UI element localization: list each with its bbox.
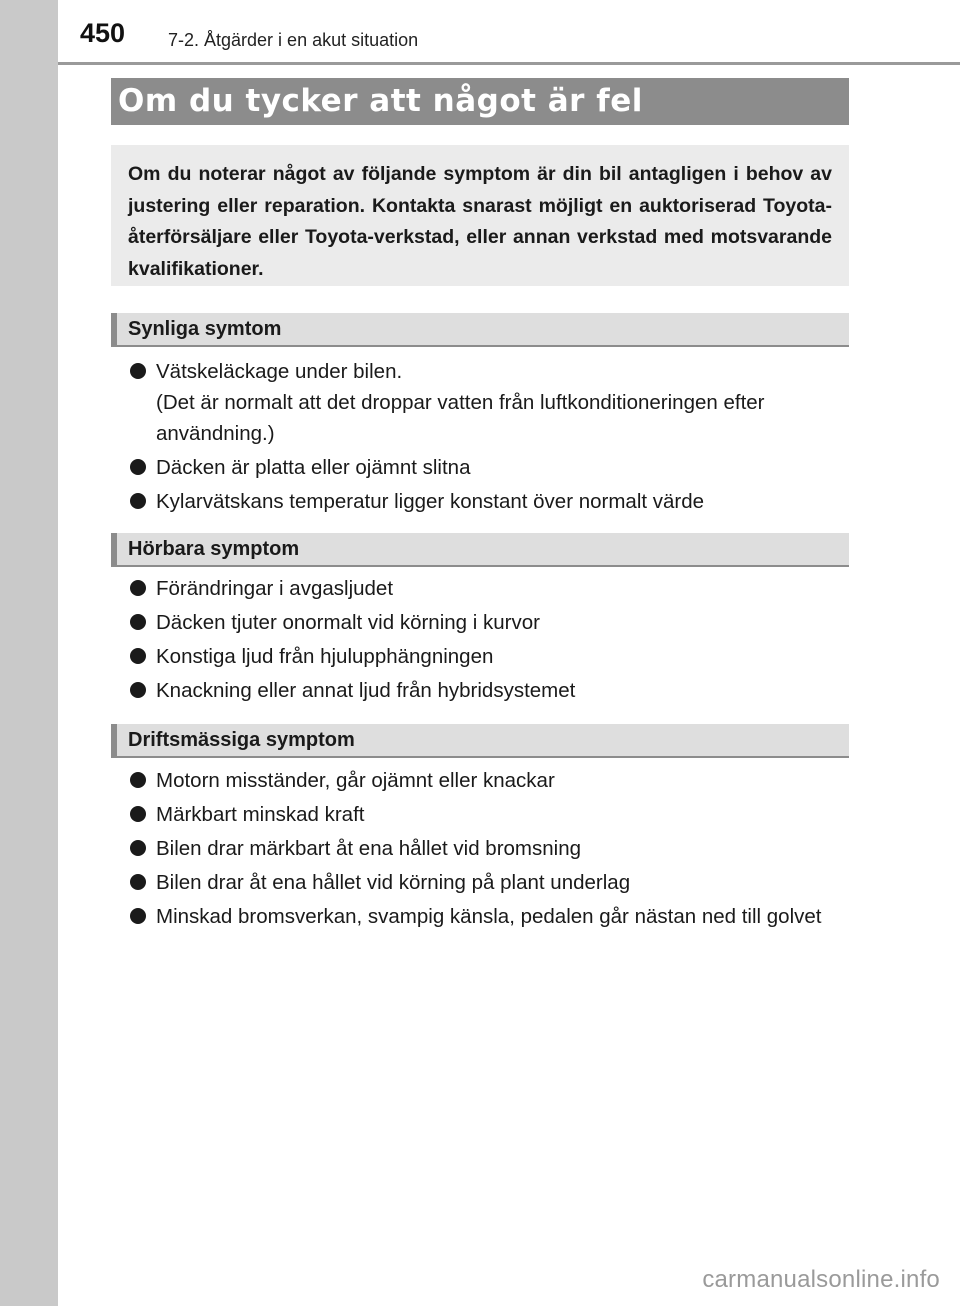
intro-box xyxy=(111,145,849,286)
watermark: carmanualsonline.info xyxy=(702,1266,940,1293)
bullet-icon xyxy=(130,614,146,630)
list-item-note: (Det är normalt att det droppar vatten från luftkonditioneringen efter användning.) xyxy=(156,391,765,445)
list-item xyxy=(128,833,848,864)
side-strip xyxy=(0,0,58,1306)
list-item xyxy=(128,607,848,638)
section-heading-text: Synliga symtom xyxy=(128,318,282,340)
list-item xyxy=(128,573,848,604)
operational-symptoms-list xyxy=(128,765,848,935)
page-title-bar xyxy=(111,78,849,125)
bullet-icon xyxy=(130,493,146,509)
list-item-text: Motorn misständer, går ojämnt eller knackar xyxy=(156,769,555,792)
list-item xyxy=(128,452,848,483)
list-item xyxy=(128,675,848,706)
list-item xyxy=(128,486,848,517)
section-heading-operational xyxy=(111,724,849,758)
section-heading-text: Driftsmässiga symptom xyxy=(128,729,355,751)
list-item-text: Bilen drar åt ena hållet vid körning på plant underlag xyxy=(156,871,631,894)
section-heading-audible xyxy=(111,533,849,567)
list-item-text: Vätskeläckage under bilen. xyxy=(156,360,403,383)
bullet-icon xyxy=(130,648,146,664)
bullet-icon xyxy=(130,874,146,890)
list-item xyxy=(128,799,848,830)
list-item xyxy=(128,641,848,672)
bullet-icon xyxy=(130,908,146,924)
visible-symptoms-list xyxy=(128,356,848,520)
list-item-text: Minskad bromsverkan, svampig känsla, pedalen går nästan ned till golvet xyxy=(156,905,822,928)
bullet-icon xyxy=(130,806,146,822)
bullet-icon xyxy=(130,682,146,698)
list-item xyxy=(128,867,848,898)
list-item-text: Däcken är platta eller ojämnt slitna xyxy=(156,456,471,479)
bullet-icon xyxy=(130,580,146,596)
bullet-icon xyxy=(130,772,146,788)
list-item-text: Knackning eller annat ljud från hybridsystemet xyxy=(156,679,576,702)
section-heading-visible xyxy=(111,313,849,347)
section-reference: 7-2. Åtgärder i en akut situation xyxy=(168,30,419,50)
bullet-icon xyxy=(130,840,146,856)
section-heading-text: Hörbara symptom xyxy=(128,538,300,560)
list-item-text: Däcken tjuter onormalt vid körning i kurvor xyxy=(156,611,540,634)
page-number: 450 xyxy=(80,18,126,48)
list-item-text: Bilen drar märkbart åt ena hållet vid bromsning xyxy=(156,837,582,860)
audible-symptoms-list xyxy=(128,573,848,709)
list-item xyxy=(128,901,848,932)
intro-text: Om du noterar något av följande symptom är din bil antagligen i behov av justering eller reparation. Kontakta snarast möjligt en auktoriserad Toyota-återförsäljare eller Toyota-verkstad, eller annan verkstad med motsvarande kvalifikationer. xyxy=(128,163,832,280)
page-header xyxy=(58,0,960,65)
list-item-text: Konstiga ljud från hjulupphängningen xyxy=(156,645,494,668)
list-item-text: Kylarvätskans temperatur ligger konstant över normalt värde xyxy=(156,490,705,513)
bullet-icon xyxy=(130,459,146,475)
page-title: Om du tycker att något är fel xyxy=(118,83,643,119)
list-item xyxy=(128,356,848,449)
list-item-text: Märkbart minskad kraft xyxy=(156,803,365,826)
bullet-icon xyxy=(130,363,146,379)
list-item xyxy=(128,765,848,796)
list-item-text: Förändringar i avgasljudet xyxy=(156,577,394,600)
